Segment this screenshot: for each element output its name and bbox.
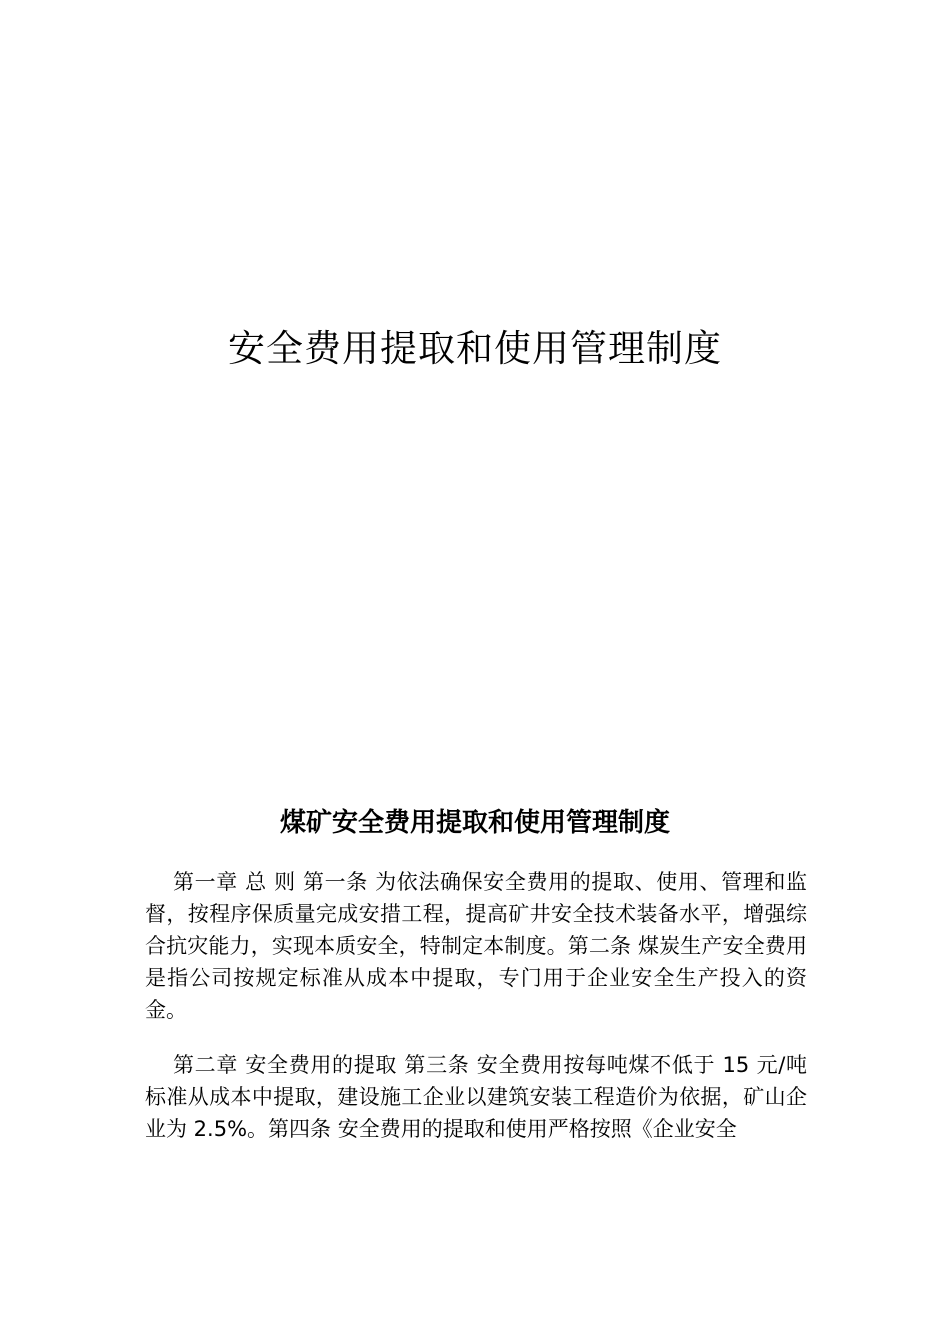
document-heading: 煤矿安全费用提取和使用管理制度 — [279, 808, 670, 838]
paragraph-chapter-1: 第一章 总 则 第一条 为依法确保安全费用的提取、使用、管理和监督，按程序保质量完成安措工程，提高矿井安全技术装备水平，增强综合抗灾能力，实现本质安全，特制定本制度。第二条 煤炭生产安全费用是指公司按规定标准从成本中提取，专门用于企业安全生产投入的资金。 — [145, 870, 807, 1022]
cover-title: 安全费用提取和使用管理制度 — [228, 327, 722, 370]
paragraph-chapter-2: 第二章 安全费用的提取 第三条 安全费用按每吨煤不低于 15 元/吨标准从成本中提取，建设施工企业以建筑安装工程造价为依据，矿山企业为 2.5%。第四条 安全费用的提取和使用严格按照《企业安全 — [145, 1053, 807, 1141]
